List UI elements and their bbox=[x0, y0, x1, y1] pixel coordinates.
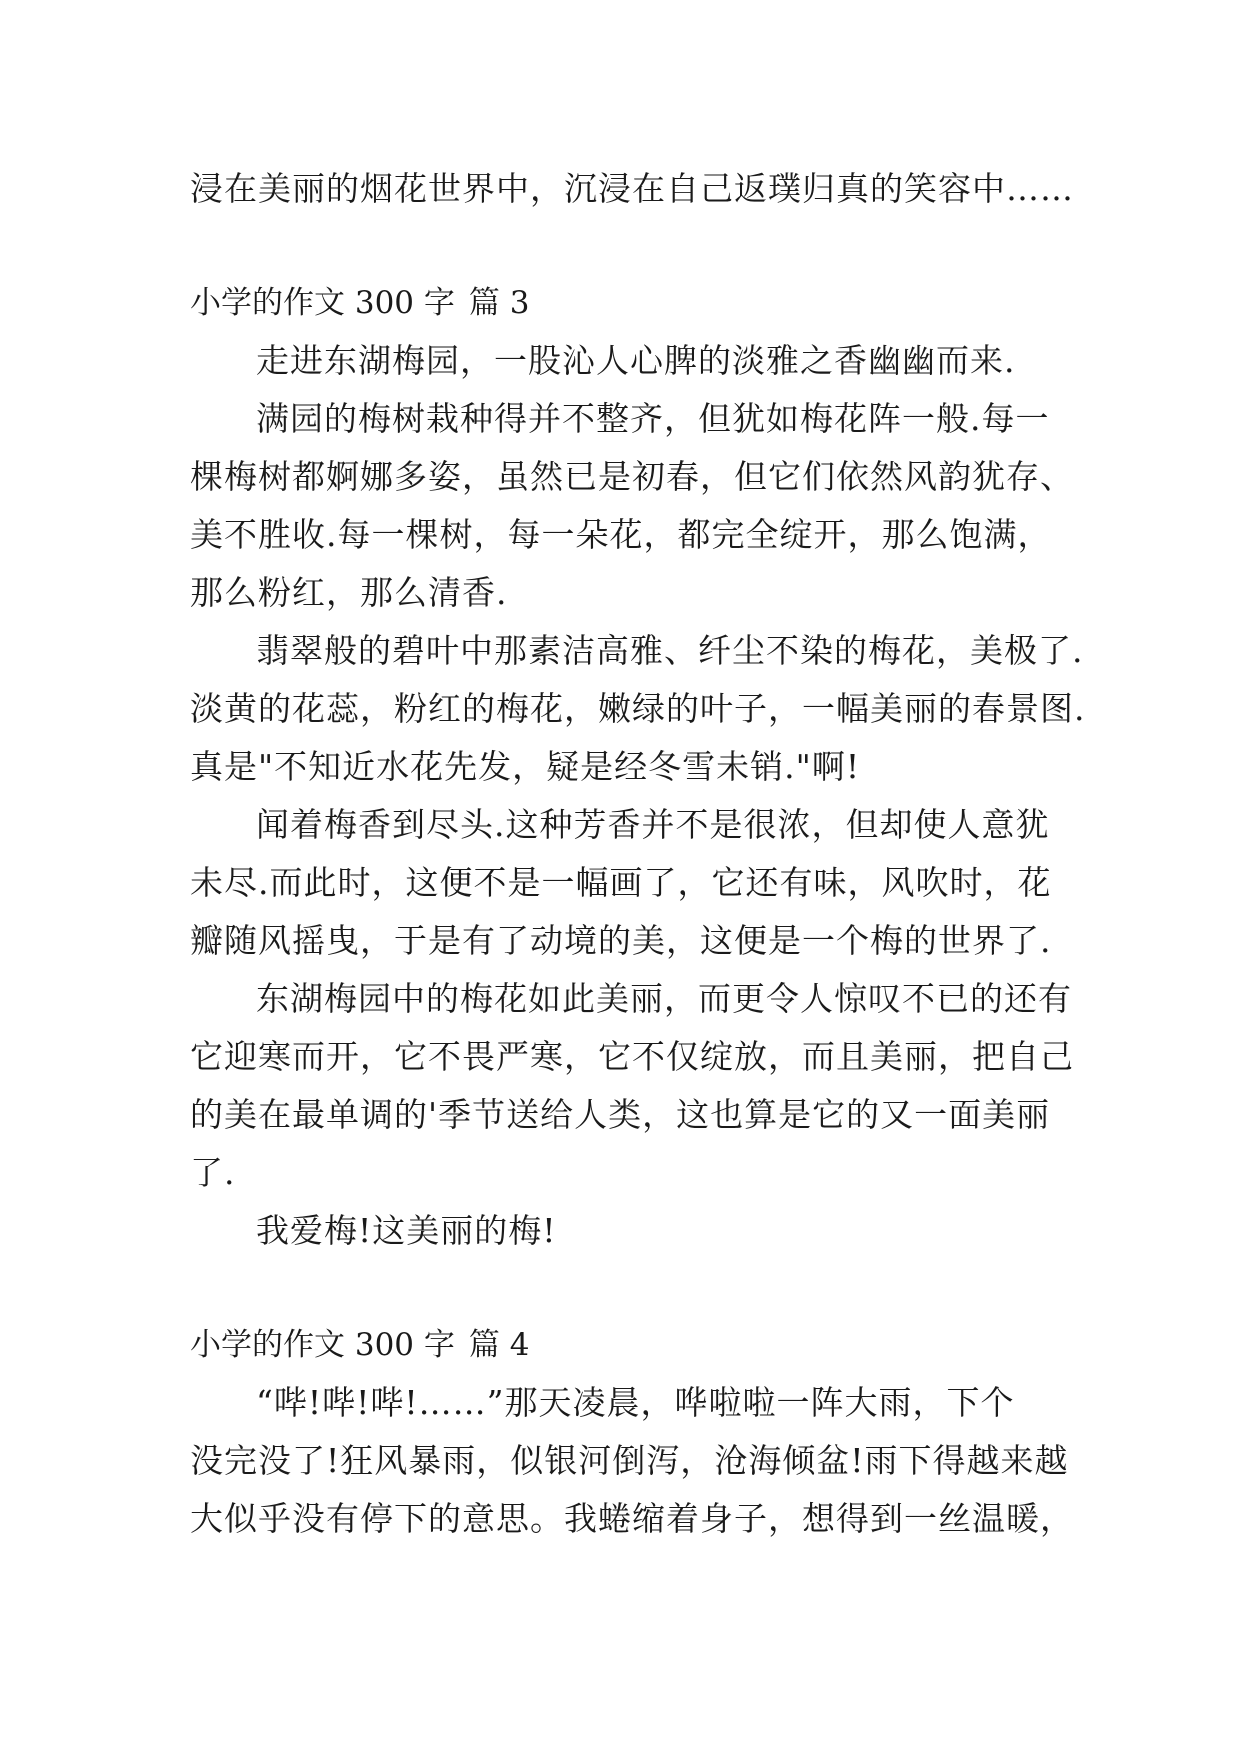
text-line: 闻着梅香到尽头.这种芳香并不是很浓，但却使人意犹 bbox=[256, 805, 1050, 844]
section-title: 小学的作文 300 字 bbox=[190, 1327, 455, 1363]
paragraph bbox=[190, 796, 1060, 970]
text-line: 东湖梅园中的梅花如此美丽，而更令人惊叹不已的还有 bbox=[256, 979, 1072, 1018]
paragraph bbox=[190, 622, 1086, 796]
section-title: 小学的作文 300 字 bbox=[190, 285, 455, 321]
paragraph bbox=[190, 1374, 1074, 1548]
text-line: 走进东湖梅园，一股沁人心脾的淡雅之香幽幽而来. bbox=[256, 341, 1016, 380]
text-line: 淡黄的花蕊，粉红的梅花，嫩绿的叶子，一幅美丽的春景图. bbox=[190, 689, 1086, 728]
text-line: 浸在美丽的烟花世界中，沉浸在自己返璞归真的笑容中…… bbox=[190, 169, 1074, 208]
paragraph bbox=[190, 332, 1060, 390]
section-number: 篇 3 bbox=[468, 285, 530, 321]
document-page bbox=[190, 160, 1086, 1548]
paragraph bbox=[190, 390, 1074, 622]
text-line: “哔!哔!哔!……”那天凌晨，哗啦啦一阵大雨，下个 bbox=[256, 1383, 1015, 1422]
intro-paragraph bbox=[190, 160, 1074, 218]
text-line: 真是"不知近水花先发，疑是经冬雪未销."啊! bbox=[190, 747, 861, 786]
section-heading-4 bbox=[190, 1316, 1060, 1374]
text-line: 了. bbox=[190, 1153, 236, 1192]
text-line: 那么粉红，那么清香. bbox=[190, 573, 508, 612]
paragraph bbox=[190, 970, 1074, 1202]
text-line: 瓣随风摇曳，于是有了动境的美，这便是一个梅的世界了. bbox=[190, 921, 1052, 960]
section-heading-3 bbox=[190, 274, 1060, 332]
text-line: 美不胜收.每一棵树，每一朵花，都完全绽开，那么饱满， bbox=[190, 515, 1052, 554]
section-number: 篇 4 bbox=[468, 1327, 530, 1363]
paragraph bbox=[190, 1202, 1060, 1260]
text-line: 的美在最单调的'季节送给人类，这也算是它的又一面美丽 bbox=[190, 1095, 1051, 1134]
text-line: 它迎寒而开，它不畏严寒，它不仅绽放，而且美丽，把自己 bbox=[190, 1037, 1074, 1076]
text-line: 我爱梅!这美丽的梅! bbox=[256, 1211, 557, 1250]
text-line: 满园的梅树栽种得并不整齐，但犹如梅花阵一般.每一 bbox=[256, 399, 1050, 438]
text-line: 未尽.而此时，这便不是一幅画了，它还有味，风吹时，花 bbox=[190, 863, 1052, 902]
text-line: 棵梅树都婀娜多姿，虽然已是初春，但它们依然风韵犹存、 bbox=[190, 457, 1074, 496]
text-line: 大似乎没有停下的意思。我蜷缩着身子，想得到一丝温暖， bbox=[190, 1499, 1074, 1538]
text-line: 翡翠般的碧叶中那素洁高雅、纤尘不染的梅花，美极了. bbox=[256, 631, 1084, 670]
text-line: 没完没了!狂风暴雨，似银河倒泻，沧海倾盆!雨下得越来越 bbox=[190, 1441, 1069, 1480]
